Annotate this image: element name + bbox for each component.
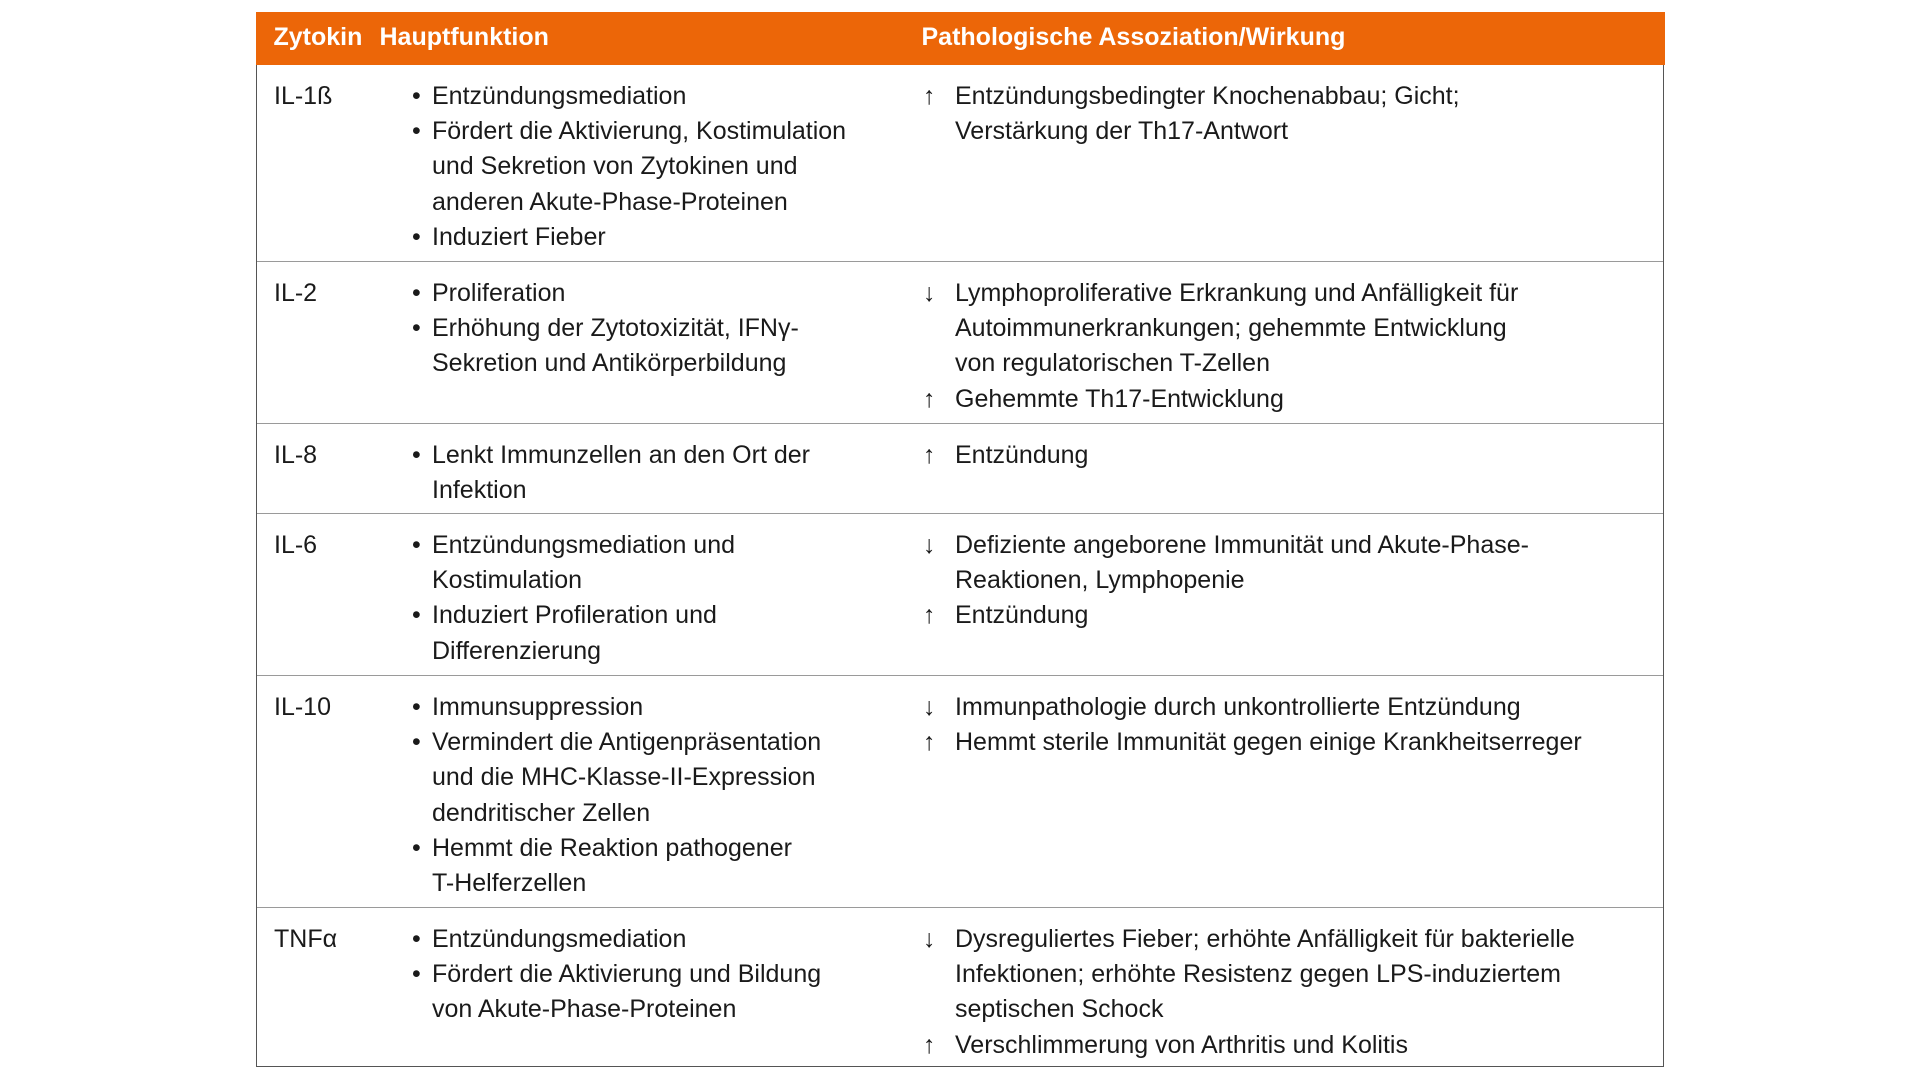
main-function-cell xyxy=(412,528,912,669)
function-item xyxy=(412,311,912,381)
table-row xyxy=(257,65,1663,261)
bullet-icon: • xyxy=(412,925,421,953)
pathology-text: Hemmt sterile Immunität gegen einige Krankheitserreger xyxy=(955,728,1582,757)
pathology-text: Verschlimmerung von Arthritis und Kolitis xyxy=(955,1030,1408,1059)
pathology-text: Entzündungsbedingter Knochenabbau; Gicht; xyxy=(955,82,1460,110)
function-text: Induziert Fieber xyxy=(432,222,606,251)
pathology-text: von regulatorischen T-Zellen xyxy=(955,349,1270,378)
table-row xyxy=(257,261,1663,423)
table-row xyxy=(257,513,1663,675)
function-item xyxy=(412,438,912,508)
arrow-down-icon: ↓ xyxy=(923,925,936,953)
bullet-icon: • xyxy=(412,117,421,146)
function-item xyxy=(412,725,912,831)
bullet-icon: • xyxy=(412,693,421,721)
function-item xyxy=(412,690,912,725)
pathology-text: Immunpathologie durch unkontrollierte Entzündung xyxy=(955,693,1521,721)
pathology-text: septischen Schock xyxy=(955,995,1164,1024)
function-text: Proliferation xyxy=(432,279,566,307)
pathology-item xyxy=(923,528,1653,598)
cytokine-name: IL-1ß xyxy=(274,82,333,110)
table-header xyxy=(256,12,1665,65)
cytokine-table xyxy=(256,12,1664,1067)
cytokine-name: IL-2 xyxy=(274,279,318,307)
pathology-text: Gehemmte Th17-Entwicklung xyxy=(955,384,1284,413)
cytokine-name: TNFα xyxy=(274,925,338,953)
function-text: und die MHC-Klasse-II-Expression xyxy=(432,763,816,792)
function-text: von Akute-Phase-Proteinen xyxy=(432,995,737,1024)
function-text: und Sekretion von Zytokinen und xyxy=(432,152,798,181)
header-hauptfunktion: Hauptfunktion xyxy=(379,23,549,51)
function-text: Vermindert die Antigenpräsentation xyxy=(432,728,822,757)
table-row xyxy=(257,907,1663,1067)
function-text: Entzündungsmediation xyxy=(432,925,687,953)
pathology-item xyxy=(923,598,1653,633)
function-item xyxy=(412,528,912,598)
bullet-icon: • xyxy=(412,601,421,630)
function-text: Fördert die Aktivierung und Bildung xyxy=(432,960,822,989)
pathology-item xyxy=(923,690,1653,725)
function-item xyxy=(412,957,912,1027)
arrow-up-icon: ↑ xyxy=(923,728,936,757)
cytokine-name: IL-6 xyxy=(274,531,318,559)
header-pathologie: Pathologische Assoziation/Wirkung xyxy=(921,23,1346,51)
function-item xyxy=(412,114,912,220)
bullet-icon: • xyxy=(412,728,421,757)
arrow-down-icon: ↓ xyxy=(923,279,936,307)
function-text: Entzündungsmediation und xyxy=(432,531,736,559)
pathology-text: Infektionen; erhöhte Resistenz gegen LPS-induziertem xyxy=(955,960,1561,989)
main-function-cell xyxy=(412,438,912,508)
pathology-item xyxy=(923,438,1653,473)
arrow-down-icon: ↓ xyxy=(923,693,936,721)
bullet-icon: • xyxy=(412,833,421,862)
pathology-text: Entzündung xyxy=(955,601,1089,630)
function-item xyxy=(412,922,912,957)
function-text: Hemmt die Reaktion pathogener xyxy=(432,833,792,862)
pathology-item xyxy=(923,725,1653,760)
pathology-item xyxy=(923,922,1653,1028)
arrow-up-icon: ↑ xyxy=(923,82,936,110)
function-item xyxy=(412,598,912,668)
main-function-cell xyxy=(412,690,912,901)
function-text: Kostimulation xyxy=(432,566,583,595)
bullet-icon: • xyxy=(412,279,421,307)
pathology-item xyxy=(923,276,1653,382)
function-text: Differenzierung xyxy=(432,636,602,665)
function-text: Erhöhung der Zytotoxizität, IFNγ- xyxy=(432,314,799,343)
arrow-down-icon: ↓ xyxy=(923,531,936,559)
cytokine-name: IL-8 xyxy=(274,441,318,469)
bullet-icon: • xyxy=(412,441,421,469)
pathology-item xyxy=(923,1028,1653,1063)
cytokine-name: IL-10 xyxy=(274,693,331,721)
bullet-icon: • xyxy=(412,82,421,110)
pathology-text: Autoimmunerkrankungen; gehemmte Entwicklung xyxy=(955,314,1507,343)
table-row xyxy=(257,675,1663,907)
arrow-up-icon: ↑ xyxy=(923,384,936,413)
function-text: Sekretion und Antikörperbildung xyxy=(432,349,787,378)
function-text: Entzündungsmediation xyxy=(432,82,687,110)
function-text: T-Helferzellen xyxy=(432,869,587,898)
pathology-text: Reaktionen, Lymphopenie xyxy=(955,566,1245,595)
main-function-cell xyxy=(412,79,912,255)
function-text: Immunsuppression xyxy=(432,693,644,721)
function-text: Induziert Profileration und xyxy=(432,601,717,630)
function-item xyxy=(412,276,912,311)
function-text: Lenkt Immunzellen an den Ort der xyxy=(432,441,810,469)
main-function-cell xyxy=(412,922,912,1028)
pathology-text: Dysreguliertes Fieber; erhöhte Anfälligkeit für bakterielle xyxy=(955,925,1575,953)
pathology-text: Entzündung xyxy=(955,441,1089,469)
function-item xyxy=(412,220,912,255)
function-text: Infektion xyxy=(432,476,527,505)
pathology-cell xyxy=(923,690,1653,760)
pathology-text: Lymphoproliferative Erkrankung und Anfälligkeit für xyxy=(955,279,1519,307)
function-item xyxy=(412,79,912,114)
function-item xyxy=(412,831,912,901)
arrow-up-icon: ↑ xyxy=(923,1030,936,1059)
pathology-cell xyxy=(923,438,1653,473)
bullet-icon: • xyxy=(412,531,421,559)
arrow-up-icon: ↑ xyxy=(923,441,936,469)
pathology-cell xyxy=(923,276,1653,417)
pathology-cell xyxy=(923,79,1653,149)
bullet-icon: • xyxy=(412,314,421,343)
function-text: dendritischer Zellen xyxy=(432,798,651,827)
bullet-icon: • xyxy=(412,960,421,989)
bullet-icon: • xyxy=(412,222,421,251)
function-text: Fördert die Aktivierung, Kostimulation xyxy=(432,117,847,146)
main-function-cell xyxy=(412,276,912,382)
header-zytokin: Zytokin xyxy=(273,23,363,51)
pathology-cell xyxy=(923,922,1653,1063)
pathology-text: Defiziente angeborene Immunität und Akute-Phase- xyxy=(955,531,1529,559)
pathology-item xyxy=(923,382,1653,417)
table-row xyxy=(257,423,1663,513)
pathology-text: Verstärkung der Th17-Antwort xyxy=(955,117,1289,146)
pathology-cell xyxy=(923,528,1653,634)
function-text: anderen Akute-Phase-Proteinen xyxy=(432,187,788,216)
arrow-up-icon: ↑ xyxy=(923,601,936,630)
pathology-item xyxy=(923,79,1653,149)
